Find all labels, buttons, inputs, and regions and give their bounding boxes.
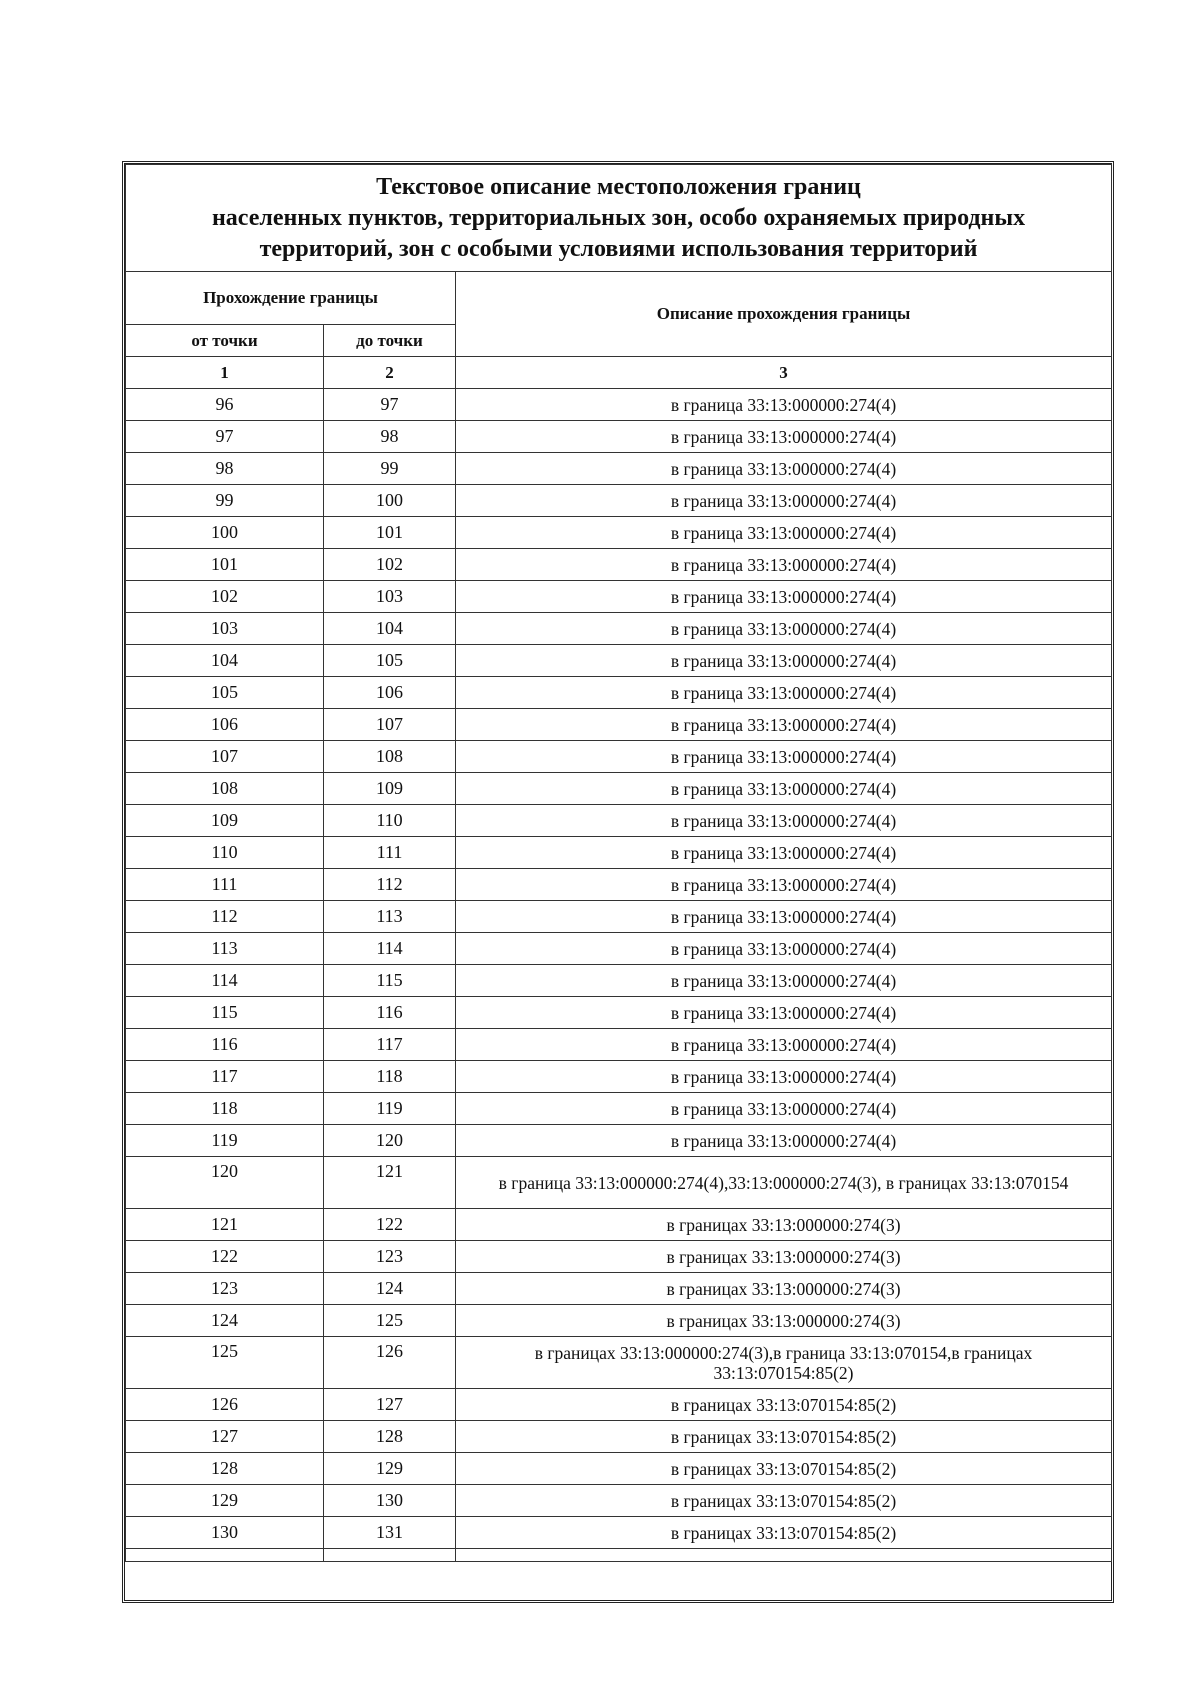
description-cell: в граница 33:13:000000:274(4) [456,581,1112,613]
table-row [126,485,1112,517]
to-point-cell: 104 [324,613,456,645]
from-point-cell: 113 [126,933,324,965]
description-cell: в граница 33:13:000000:274(4) [456,997,1112,1029]
to-point-cell: 129 [324,1453,456,1485]
description-cell: в граница 33:13:000000:274(4) [456,453,1112,485]
from-point-cell: 128 [126,1453,324,1485]
header-passage: Прохождение границы [126,272,456,325]
from-point-cell: 98 [126,453,324,485]
table-row [126,645,1112,677]
from-point-cell: 111 [126,869,324,901]
to-point-cell: 117 [324,1029,456,1061]
description-cell: в границах 33:13:070154:85(2) [456,1389,1112,1421]
table-row [126,677,1112,709]
table-row [126,1157,1112,1209]
to-point-cell: 115 [324,965,456,997]
to-point-cell: 121 [324,1157,456,1209]
from-point-cell: 129 [126,1485,324,1517]
table-row [126,709,1112,741]
description-cell: в границах 33:13:000000:274(3) [456,1273,1112,1305]
to-point-cell: 108 [324,741,456,773]
from-point-cell: 122 [126,1241,324,1273]
table-row [126,773,1112,805]
to-point-cell: 110 [324,805,456,837]
from-point-cell: 124 [126,1305,324,1337]
table-row [126,1485,1112,1517]
boundary-description-table [125,164,1112,1562]
to-point-cell: 114 [324,933,456,965]
description-cell: в граница 33:13:000000:274(4) [456,901,1112,933]
description-cell: в граница 33:13:000000:274(4) [456,1061,1112,1093]
from-point-cell: 101 [126,549,324,581]
to-point-cell: 122 [324,1209,456,1241]
description-cell: в границах 33:13:000000:274(3) [456,1209,1112,1241]
description-cell: в граница 33:13:000000:274(4) [456,677,1112,709]
to-point-cell: 126 [324,1337,456,1389]
title-line-3: территорий, зон с особыми условиями использования территорий [259,235,978,262]
table-row [126,965,1112,997]
to-point-cell: 113 [324,901,456,933]
to-point-cell: 102 [324,549,456,581]
description-cell: в граница 33:13:000000:274(4) [456,549,1112,581]
from-point-cell: 96 [126,389,324,421]
table-row [126,805,1112,837]
from-point-cell: 115 [126,997,324,1029]
from-point-cell: 103 [126,613,324,645]
description-cell: в границах 33:13:000000:274(3) [456,1241,1112,1273]
description-cell: в границах 33:13:000000:274(3) [456,1305,1112,1337]
description-cell: в граница 33:13:000000:274(4) [456,805,1112,837]
to-point-cell: 98 [324,421,456,453]
to-point-cell: 107 [324,709,456,741]
description-cell: в граница 33:13:000000:274(4) [456,389,1112,421]
to-point-cell: 123 [324,1241,456,1273]
description-cell: в граница 33:13:000000:274(4) [456,485,1112,517]
from-point-cell: 106 [126,709,324,741]
from-point-cell: 97 [126,421,324,453]
description-cell: в граница 33:13:000000:274(4) [456,933,1112,965]
empty-cell [324,1549,456,1562]
from-point-cell: 105 [126,677,324,709]
from-point-cell: 102 [126,581,324,613]
to-point-cell: 109 [324,773,456,805]
to-point-cell: 99 [324,453,456,485]
from-point-cell: 126 [126,1389,324,1421]
description-cell: в границах 33:13:070154:85(2) [456,1485,1112,1517]
table-row [126,1241,1112,1273]
table-row [126,421,1112,453]
table-row [126,1061,1112,1093]
to-point-cell: 125 [324,1305,456,1337]
table-row [126,1093,1112,1125]
table-row [126,581,1112,613]
description-cell: в граница 33:13:000000:274(4) [456,517,1112,549]
to-point-cell: 128 [324,1421,456,1453]
table-row [126,453,1112,485]
description-cell: в границах 33:13:000000:274(3),в граница 33:13:070154,в границах 33:13:070154:85(2) [456,1337,1112,1389]
from-point-cell: 123 [126,1273,324,1305]
description-cell: в граница 33:13:000000:274(4) [456,613,1112,645]
table-row [126,613,1112,645]
table-row [126,1029,1112,1061]
column-number-3: 3 [456,357,1112,389]
table-row [126,1305,1112,1337]
description-cell: в граница 33:13:000000:274(4),33:13:000000:274(3), в границах 33:13:070154 [456,1157,1112,1209]
description-cell: в граница 33:13:000000:274(4) [456,645,1112,677]
header-from-point: от точки [126,325,324,357]
table-row [126,1517,1112,1549]
to-point-cell: 118 [324,1061,456,1093]
from-point-cell: 107 [126,741,324,773]
to-point-cell: 119 [324,1093,456,1125]
from-point-cell: 119 [126,1125,324,1157]
description-cell: в граница 33:13:000000:274(4) [456,965,1112,997]
table-row [126,549,1112,581]
from-point-cell: 118 [126,1093,324,1125]
table-row [126,1273,1112,1305]
description-cell: в граница 33:13:000000:274(4) [456,709,1112,741]
description-cell: в границах 33:13:070154:85(2) [456,1517,1112,1549]
empty-cell [456,1549,1112,1562]
description-cell: в граница 33:13:000000:274(4) [456,1125,1112,1157]
table-row [126,997,1112,1029]
title-line-1: Текстовое описание местоположения границ [376,173,861,200]
to-point-cell: 111 [324,837,456,869]
from-point-cell: 120 [126,1157,324,1209]
document-title [126,165,1112,272]
description-cell: в граница 33:13:000000:274(4) [456,869,1112,901]
from-point-cell: 114 [126,965,324,997]
to-point-cell: 127 [324,1389,456,1421]
description-cell: в граница 33:13:000000:274(4) [456,1029,1112,1061]
table-row [126,869,1112,901]
table-row [126,1453,1112,1485]
from-point-cell: 109 [126,805,324,837]
description-cell: в граница 33:13:000000:274(4) [456,741,1112,773]
table-row [126,1209,1112,1241]
table-row [126,741,1112,773]
to-point-cell: 131 [324,1517,456,1549]
description-cell: в границах 33:13:070154:85(2) [456,1421,1112,1453]
from-point-cell: 127 [126,1421,324,1453]
from-point-cell: 100 [126,517,324,549]
to-point-cell: 100 [324,485,456,517]
to-point-cell: 130 [324,1485,456,1517]
to-point-cell: 101 [324,517,456,549]
to-point-cell: 103 [324,581,456,613]
description-cell: в граница 33:13:000000:274(4) [456,1093,1112,1125]
from-point-cell: 121 [126,1209,324,1241]
to-point-cell: 120 [324,1125,456,1157]
from-point-cell: 125 [126,1337,324,1389]
from-point-cell: 108 [126,773,324,805]
title-line-2: населенных пунктов, территориальных зон, особо охраняемых природных [211,204,1026,231]
table-row [126,517,1112,549]
to-point-cell: 97 [324,389,456,421]
column-number-2: 2 [324,357,456,389]
table-row [126,389,1112,421]
from-point-cell: 117 [126,1061,324,1093]
column-number-1: 1 [126,357,324,389]
from-point-cell: 112 [126,901,324,933]
empty-cell [126,1549,324,1562]
to-point-cell: 124 [324,1273,456,1305]
from-point-cell: 110 [126,837,324,869]
table-row [126,1389,1112,1421]
table-end-row [126,1549,1112,1562]
to-point-cell: 112 [324,869,456,901]
from-point-cell: 116 [126,1029,324,1061]
description-cell: в граница 33:13:000000:274(4) [456,837,1112,869]
table-row [126,901,1112,933]
table-row [126,1421,1112,1453]
table-row [126,933,1112,965]
description-cell: в граница 33:13:000000:274(4) [456,421,1112,453]
table-row [126,1125,1112,1157]
header-description: Описание прохождения границы [456,272,1112,357]
from-point-cell: 99 [126,485,324,517]
to-point-cell: 105 [324,645,456,677]
from-point-cell: 104 [126,645,324,677]
table-row [126,837,1112,869]
header-to-point: до точки [324,325,456,357]
to-point-cell: 116 [324,997,456,1029]
from-point-cell: 130 [126,1517,324,1549]
description-cell: в граница 33:13:000000:274(4) [456,773,1112,805]
to-point-cell: 106 [324,677,456,709]
description-cell: в границах 33:13:070154:85(2) [456,1453,1112,1485]
table-row [126,1337,1112,1389]
